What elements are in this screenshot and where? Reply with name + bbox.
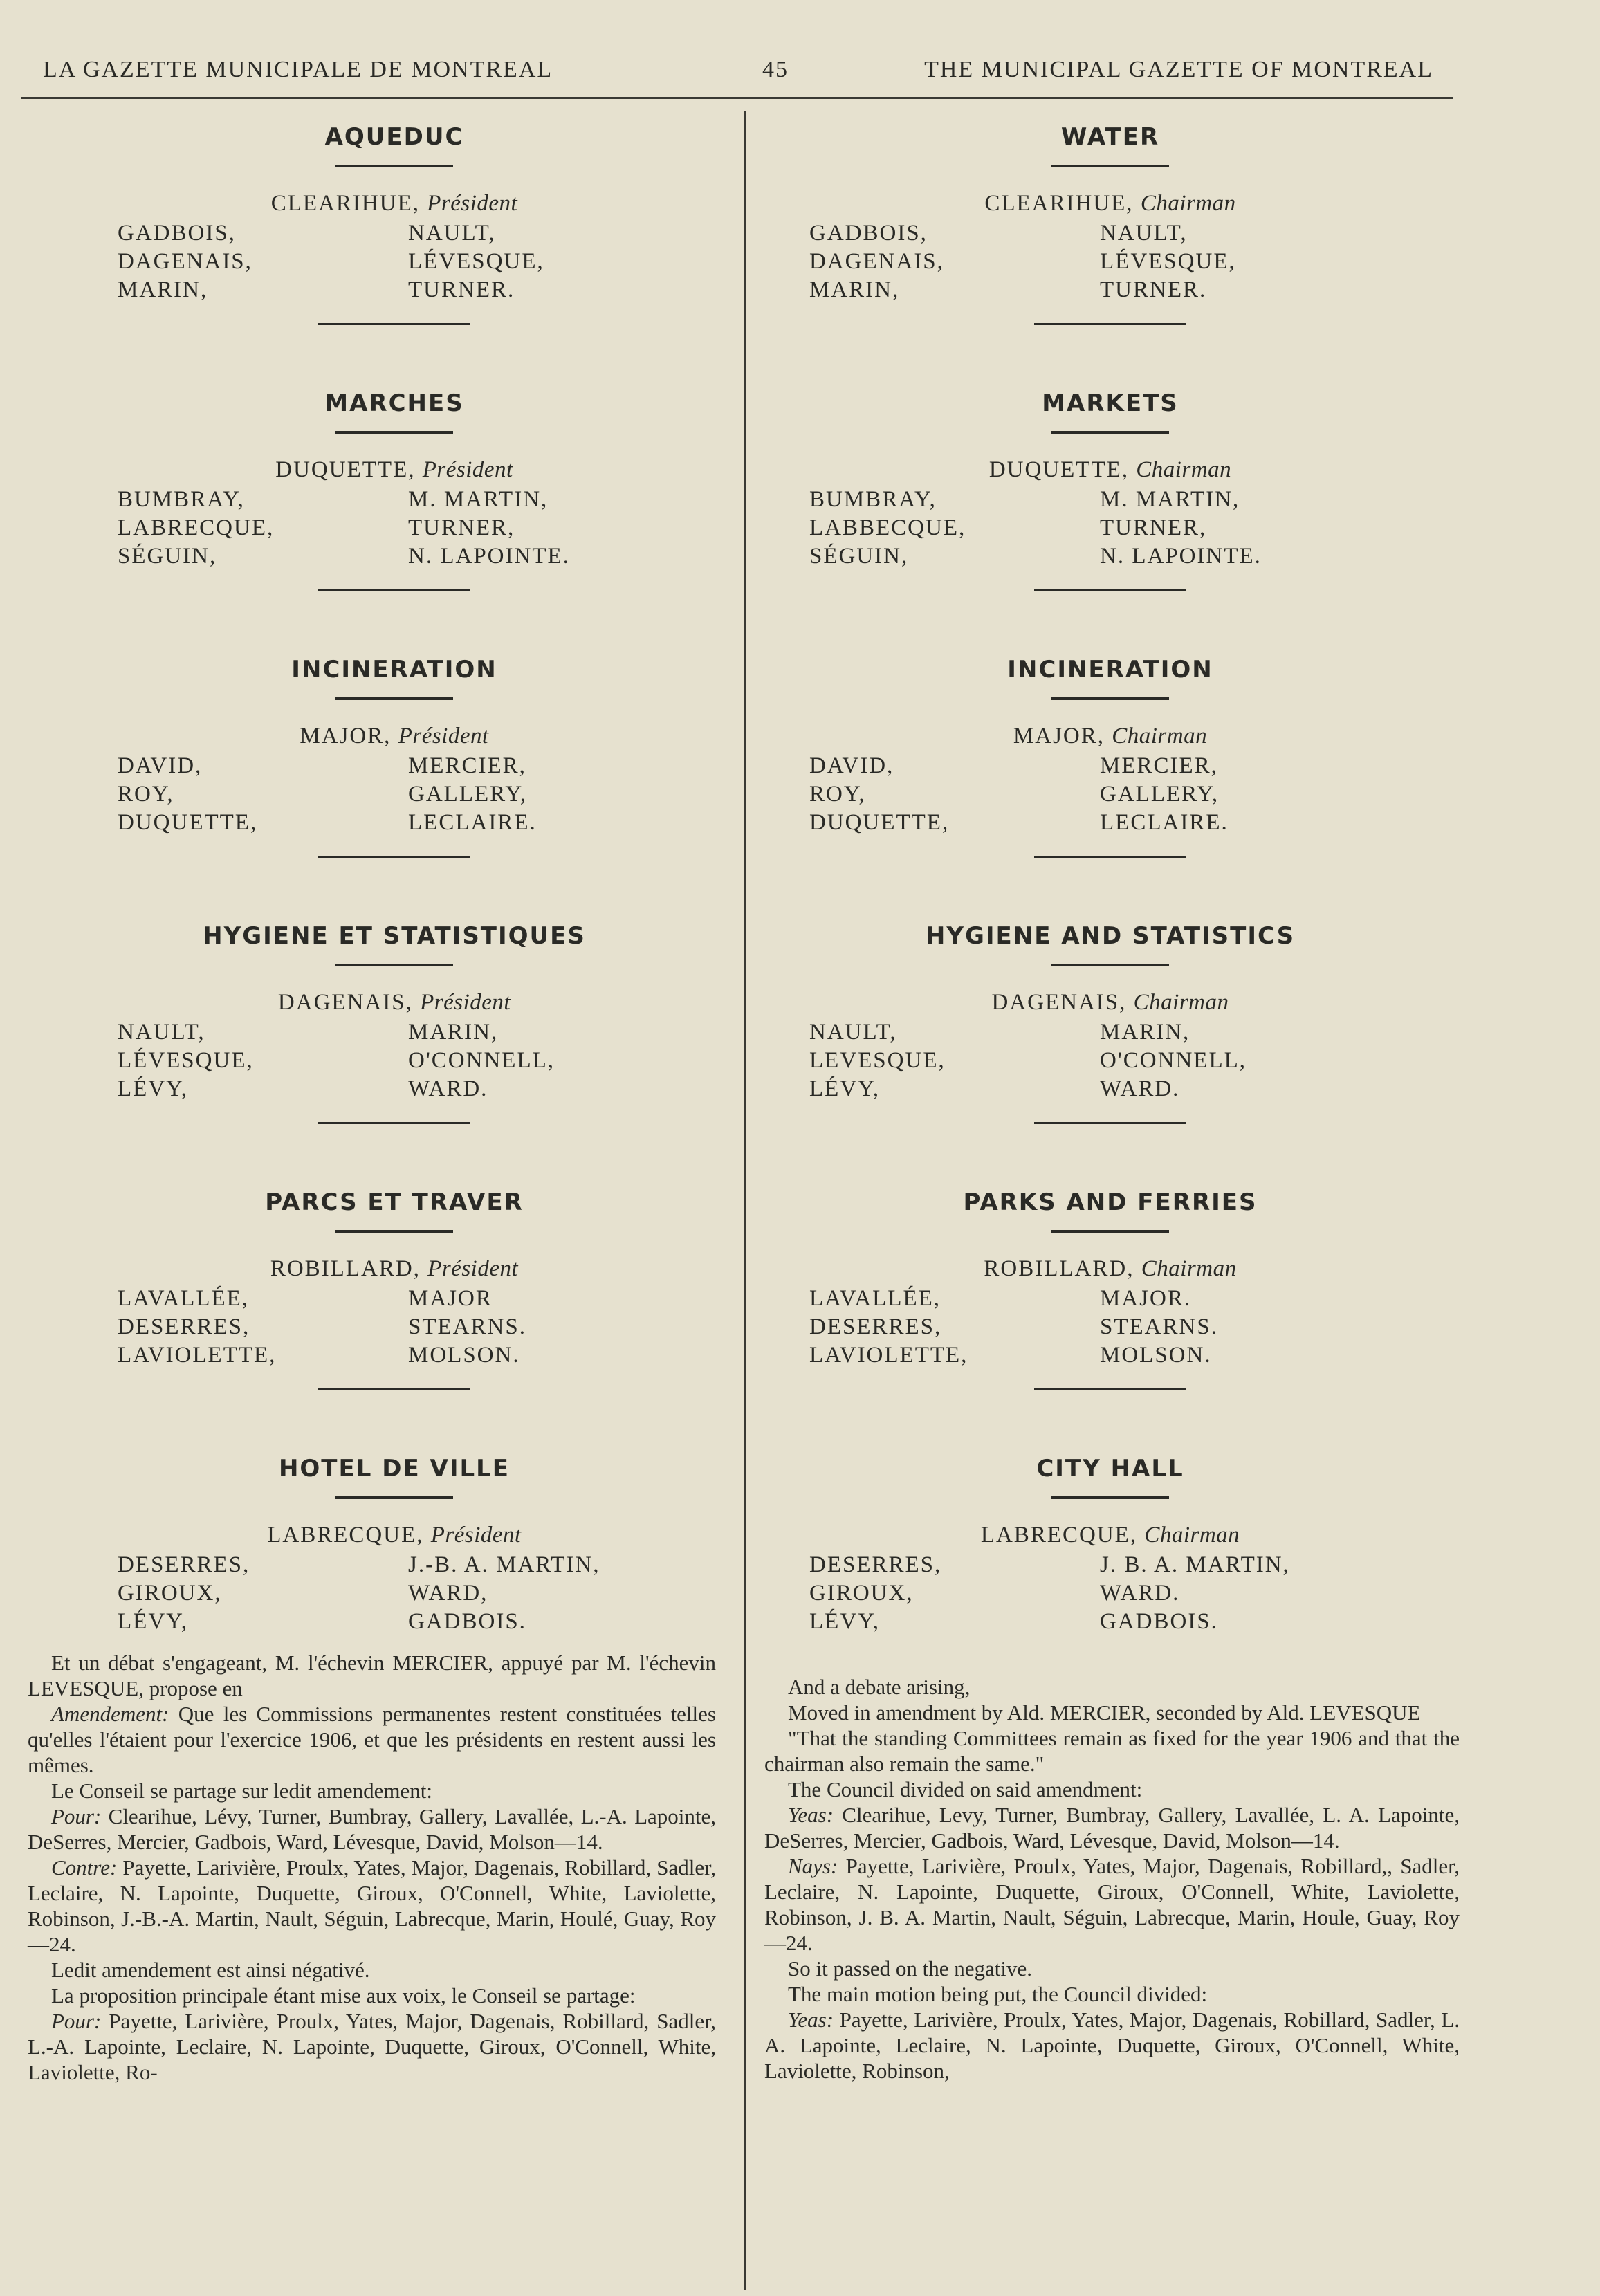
committee-chair: MAJOR, Président [300,724,489,749]
committee-name: CITY HALL [1036,1455,1184,1482]
committee-block [69,377,719,643]
committee-rule [335,697,453,700]
committee-block [761,643,1460,910]
committee-name: MARKETS [1042,389,1179,417]
committee-members: DAVID, ROY, DUQUETTE, MERCIER, GALLERY, LECLAIRE. [118,753,537,835]
committee-name: INCINERATION [291,656,497,683]
english-minutes-text [764,1674,1460,2084]
section-rule [318,589,470,591]
paragraph: So it passed on the negative. [788,1956,1032,1981]
section-rule [318,856,470,858]
header-french-title: LA GAZETTE MUNICIPALE DE MONTREAL [43,57,553,82]
committee-rule [335,1496,453,1499]
committee-members: LAVALLÉE, DESERRES, LAVIOLETTE, MAJOR. STEARNS. MOLSON. [809,1286,1218,1368]
committee-name: INCINERATION [1007,656,1213,683]
committee-members: BUMBRAY, LABRECQUE, SÉGUIN, M. MARTIN, TURNER, N. LAPOINTE. [118,487,570,569]
section-rule [1034,856,1186,858]
committee-name: WATER [1060,123,1160,151]
page-header [43,48,1433,90]
committee-members: NAULT, LEVESQUE, LÉVY, MARIN, O'CONNELL, WARD. [809,1020,1247,1101]
section-rule [1034,323,1186,325]
committee-name: HYGIENE AND STATISTICS [925,922,1296,950]
committee-members: DESERRES, GIROUX, LÉVY, J.-B. A. MARTIN, WARD, GADBOIS. [118,1552,600,1634]
paragraph: Pour: Payette, Larivière, Proulx, Yates, Major, Dagenais, Robillard, Sadler, L.-A. Lapointe, Leclaire, N. Lapointe, Duquette, Giroux, O'Connell, White, Laviolette, Ro- [28,2009,716,2084]
committee-block [761,910,1460,1176]
committee-chair: ROBILLARD, Président [270,1256,519,1281]
committee-chair: ROBILLARD, Chairman [984,1256,1237,1281]
paragraph: And a debate arising, [788,1675,971,1699]
committee-name: HOTEL DE VILLE [278,1455,511,1482]
french-column [69,111,719,1709]
paragraph: The Council divided on said amendment: [788,1777,1143,1801]
committee-block [761,111,1460,377]
committee-chair: DUQUETTE, Chairman [988,457,1232,482]
french-minutes-text [28,1650,716,2085]
section-rule [318,1388,470,1390]
committee-members: NAULT, LÉVESQUE, LÉVY, MARIN, O'CONNELL, WARD. [118,1020,555,1101]
paragraph: The main motion being put, the Council divided: [788,1982,1208,2006]
committee-members: DESERRES, GIROUX, LÉVY, J. B. A. MARTIN, WARD. GADBOIS. [809,1552,1290,1634]
committee-rule [1051,697,1169,700]
committee-members: LAVALLÉE, DESERRES, LAVIOLETTE, MAJOR STEARNS. MOLSON. [118,1286,526,1368]
committee-members: BUMBRAY, LABBECQUE, SÉGUIN, M. MARTIN, TURNER, N. LAPOINTE. [809,487,1262,569]
committee-rule [1051,431,1169,434]
committee-rule [1051,165,1169,167]
paragraph: "That the standing Committees remain as fixed for the year 1906 and that the chairman also remain the same." [764,1726,1460,1776]
paragraph: Moved in amendment by Ald. MERCIER, seconded by Ald. LEVESQUE [788,1700,1421,1725]
paragraph: Nays: Payette, Larivière, Proulx, Yates, Major, Dagenais, Robillard,, Sadler, Leclaire, N. Lapointe, Duquette, Giroux, O'Connell, White, Laviolette, Robinson, J. B. A. Martin, Nault, Séguin, Labrecque, Marin, Houle, Guay, Roy—24. [764,1854,1460,1955]
committee-block [69,1176,719,1442]
committee-chair: CLEARIHUE, Président [270,191,518,216]
paragraph: Le Conseil se partage sur ledit amendement: [51,1779,432,1803]
committee-chair: DAGENAIS, Chairman [991,990,1229,1015]
committee-rule [1051,1230,1169,1233]
paragraph: Yeas: Clearihue, Levy, Turner, Bumbray, Gallery, Lavallée, L. A. Lapointe, DeSerres, Mercier, Gadbois, Ward, Lévesque, David, Molson—14. [764,1803,1460,1853]
committee-chair: MAJOR, Chairman [1013,724,1208,749]
committee-chair: DAGENAIS, Président [277,990,511,1015]
column-divider [744,111,746,2290]
committee-name: PARKS AND FERRIES [963,1188,1258,1216]
paragraph: Et un débat s'engageant, M. l'échevin MERCIER, appuyé par M. l'échevin LEVESQUE, propose en [28,1651,716,1700]
committee-rule [1051,1496,1169,1499]
committee-rule [1051,964,1169,966]
header-rule [21,97,1453,99]
paragraph: Contre: Payette, Larivière, Proulx, Yates, Major, Dagenais, Robillard, Sadler, Leclaire, N. Lapointe, Duquette, Giroux, O'Connell, White, Laviolette, Robinson, J.-B.-A. Martin, Nault, Séguin, Labrecque, Marin, Houlé, Guay, Roy —24. [28,1855,716,1956]
paragraph: Pour: Clearihue, Lévy, Turner, Bumbray, Gallery, Lavallée, L.-A. Lapointe, DeSerres, Mercier, Gadbois, Ward, Lévesque, David, Molson—14. [28,1804,716,1854]
committee-block [69,910,719,1176]
committee-block [761,377,1460,643]
header-english-title: THE MUNICIPAL GAZETTE OF MONTREAL [924,57,1433,82]
paragraph: Yeas: Payette, Larivière, Proulx, Yates, Major, Dagenais, Robillard, Sadler, L. A. Lapointe, Leclaire, N. Lapointe, Duquette, Giroux, O'Connell, White, Laviolette, Robinson, [764,2008,1460,2083]
paragraph: Amendement: Que les Commissions permanentes restent constituées telles qu'elles l'étaient pour l'exercice 1906, et que les présidents en restent aussi les mêmes. [28,1702,716,1777]
committee-rule [335,1230,453,1233]
committee-name: HYGIENE ET STATISTIQUES [203,922,586,950]
committee-block [69,111,719,377]
committee-chair: DUQUETTE, Président [275,457,513,482]
committee-members: GADBOIS, DAGENAIS, MARIN, NAULT, LÉVESQUE, TURNER. [809,221,1236,302]
paragraph: La proposition principale étant mise aux voix, le Conseil se partage: [51,1983,636,2008]
committee-block [761,1176,1460,1442]
committee-name: PARCS ET TRAVER [265,1188,524,1216]
section-rule [1034,1122,1186,1124]
committee-members: GADBOIS, DAGENAIS, MARIN, NAULT, LÉVESQUE, TURNER. [118,221,544,302]
section-rule [1034,589,1186,591]
paragraph: Ledit amendement est ainsi négativé. [51,1958,370,1982]
committee-block [761,1442,1460,1709]
committee-rule [335,431,453,434]
section-rule [318,323,470,325]
committee-chair: CLEARIHUE, Chairman [984,191,1236,216]
committee-name: MARCHES [324,389,464,417]
committee-rule [335,964,453,966]
section-rule [1034,1388,1186,1390]
committee-name: AQUEDUC [324,123,464,151]
page-number: 45 [762,57,789,82]
committee-chair: LABRECQUE, Chairman [980,1523,1240,1547]
committee-block [69,643,719,910]
committee-rule [335,165,453,167]
section-rule [318,1122,470,1124]
english-column [761,111,1460,1709]
committee-members: DAVID, ROY, DUQUETTE, MERCIER, GALLERY, LECLAIRE. [809,753,1229,835]
committee-chair: LABRECQUE, Président [267,1523,522,1547]
